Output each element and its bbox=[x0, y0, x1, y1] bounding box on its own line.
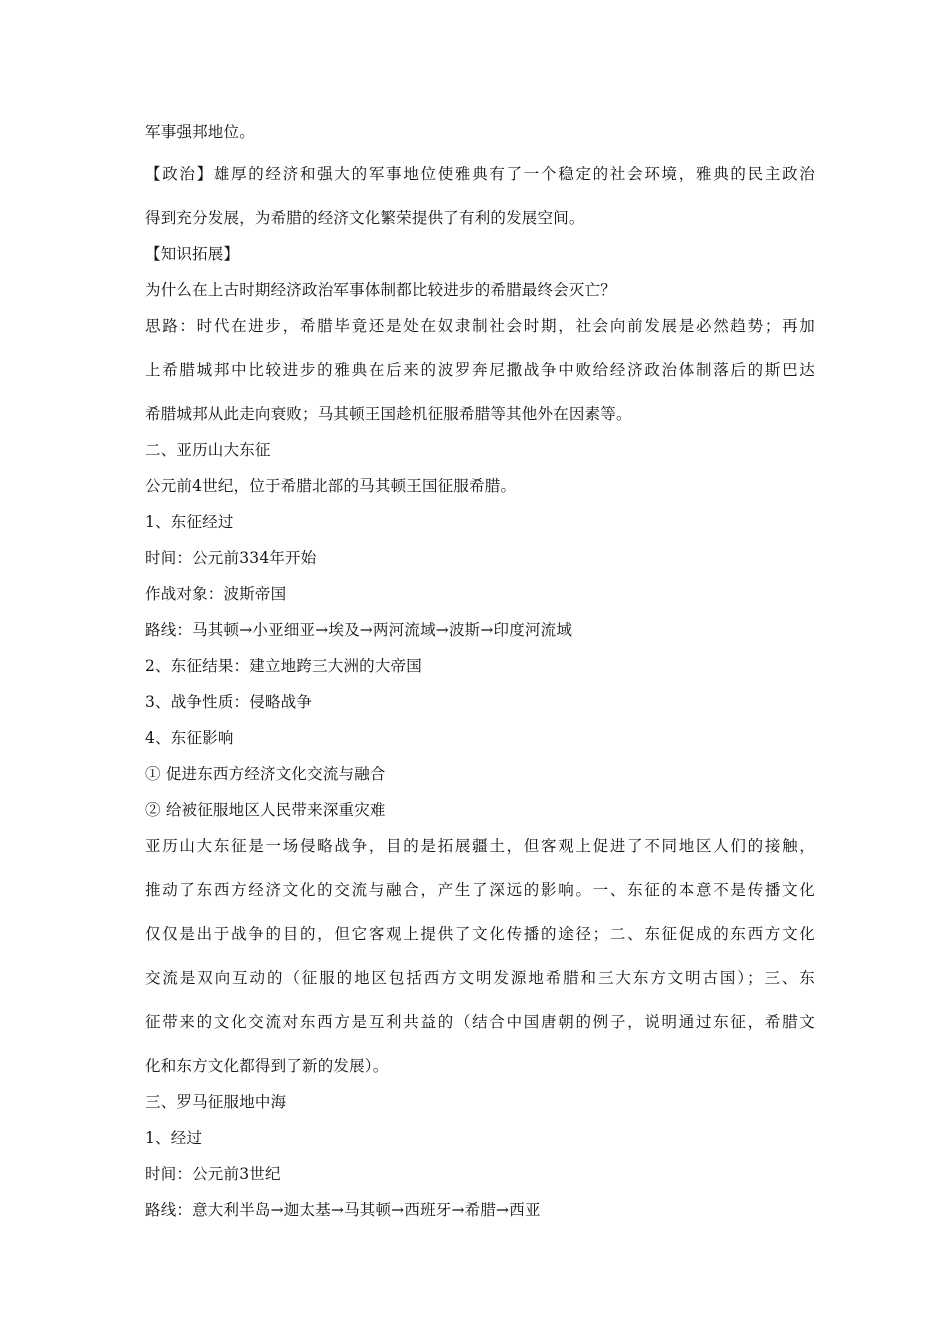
subheading-line: 4、东征影响 bbox=[145, 729, 234, 747]
list-item: ① 促进东西方经济文化交流与融合 bbox=[145, 765, 386, 783]
subheading-line: 3、战争性质：侵略战争 bbox=[145, 693, 313, 711]
section-heading-rome: 三、罗马征服地中海 bbox=[145, 1093, 287, 1111]
answer-paragraph-line: 上希腊城邦中比较进步的雅典在后来的波罗奔尼撒战争中败给经济政治体制落后的斯巴达 bbox=[145, 361, 815, 379]
paragraph-line: 公元前4世纪，位于希腊北部的马其顿王国征服希腊。 bbox=[145, 477, 517, 495]
answer-paragraph-line: 希腊城邦从此走向衰败；马其顿王国趁机征服希腊等其他外在因素等。 bbox=[145, 405, 632, 423]
paragraph-line: 军事强邦地位。 bbox=[145, 123, 255, 141]
detail-line: 时间：公元前334年开始 bbox=[145, 549, 317, 567]
document-body bbox=[145, 122, 815, 1220]
subheading-line: 1、东征经过 bbox=[145, 513, 234, 531]
detail-line: 时间：公元前3世纪 bbox=[145, 1165, 281, 1183]
subheading-line: 1、经过 bbox=[145, 1129, 203, 1147]
question-line: 为什么在上古时期经济政治军事体制都比较进步的希腊最终会灭亡？ bbox=[145, 281, 617, 299]
paragraph-line: 推动了东西方经济文化的交流与融合，产生了深远的影响。一、东征的本意不是传播文化 bbox=[145, 881, 815, 899]
politics-paragraph-line: 【政治】雄厚的经济和强大的军事地位使雅典有了一个稳定的社会环境，雅典的民主政治 bbox=[145, 165, 815, 183]
subheading-line: 2、东征结果：建立地跨三大洲的大帝国 bbox=[145, 657, 422, 675]
list-item: ② 给被征服地区人民带来深重灾难 bbox=[145, 801, 386, 819]
section-heading-alexander: 二、亚历山大东征 bbox=[145, 441, 271, 459]
paragraph-line: 征带来的文化交流对东西方是互利共益的（结合中国唐朝的例子，说明通过东征，希腊文 bbox=[145, 1013, 815, 1031]
paragraph-line: 得到充分发展，为希腊的经济文化繁荣提供了有利的发展空间。 bbox=[145, 209, 585, 227]
section-heading-knowledge-extension: 【知识拓展】 bbox=[145, 245, 240, 263]
answer-paragraph-line: 思路：时代在进步，希腊毕竟还是处在奴隶制社会时期，社会向前发展是必然趋势；再加 bbox=[145, 317, 815, 335]
paragraph-line: 亚历山大东征是一场侵略战争，目的是拓展疆土，但客观上促进了不同地区人们的接触， bbox=[145, 837, 815, 855]
route-line: 路线：意大利半岛→迦太基→马其顿→西班牙→希腊→西亚 bbox=[145, 1201, 541, 1219]
detail-line: 作战对象：波斯帝国 bbox=[145, 585, 287, 603]
paragraph-line: 化和东方文化都得到了新的发展）。 bbox=[145, 1057, 389, 1075]
paragraph-line: 交流是双向互动的（征服的地区包括西方文明发源地希腊和三大东方文明古国）；三、东 bbox=[145, 969, 815, 987]
paragraph-line: 仅仅是出于战争的目的，但它客观上提供了文化传播的途径；二、东征促成的东西方文化 bbox=[145, 925, 815, 943]
route-line: 路线：马其顿→小亚细亚→埃及→两河流域→波斯→印度河流域 bbox=[145, 621, 573, 639]
